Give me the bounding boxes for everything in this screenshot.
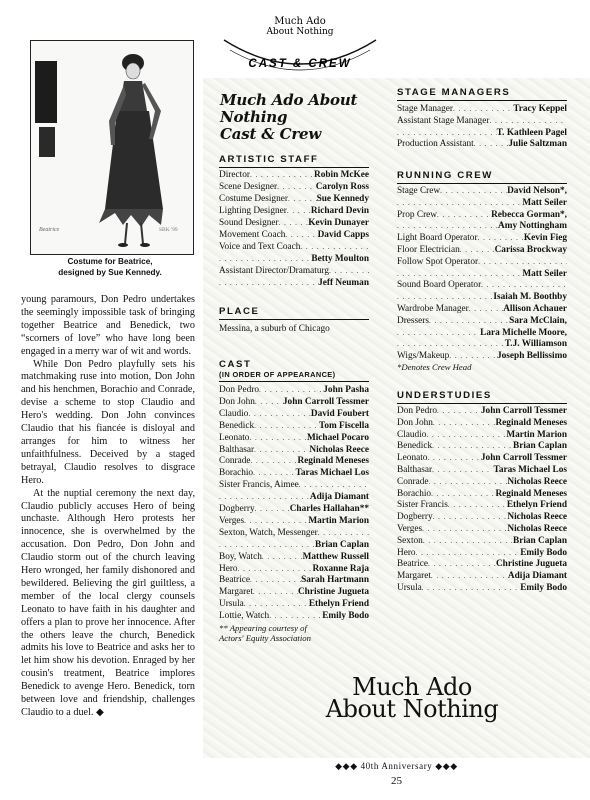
credit-name: David Capps xyxy=(317,230,369,240)
leader-dots xyxy=(254,445,309,456)
credit-role: Wigs/Makeup xyxy=(397,351,450,362)
credit-name: Richard Devin xyxy=(310,206,369,216)
credit-role: Verges xyxy=(219,515,245,526)
credit-role: Sexton, Watch, Messenger xyxy=(219,527,318,538)
credit-row xyxy=(397,292,567,303)
credit-row xyxy=(219,385,369,396)
credit-role: Dogberry xyxy=(219,504,255,514)
credit-row xyxy=(219,206,369,217)
leader-dots xyxy=(433,512,508,523)
credit-row xyxy=(397,418,567,429)
fabric-swatch xyxy=(39,127,55,157)
credit-name: Taras Michael Los xyxy=(493,465,567,475)
credit-row xyxy=(219,433,369,444)
credit-row xyxy=(219,218,369,229)
caption-line: Costume for Beatrice, xyxy=(67,257,153,266)
credit-row xyxy=(397,548,567,559)
leader-dots xyxy=(250,170,314,181)
credit-name: Brian Caplan xyxy=(513,535,567,546)
leader-dots xyxy=(269,611,322,622)
credit-role: Dressers xyxy=(397,315,430,326)
credit-role: Sister Francis xyxy=(397,500,448,511)
credit-role: Margaret xyxy=(219,587,253,598)
credit-name: Joseph Bellissimo xyxy=(497,351,567,362)
leader-dots xyxy=(238,564,313,575)
credit-row xyxy=(219,492,369,503)
leader-dots xyxy=(431,489,495,500)
credit-name: T. Kathleen Pagel xyxy=(496,127,567,138)
credit-row xyxy=(219,397,369,408)
credit-name: John Carroll Tessmer xyxy=(480,453,567,464)
credit-row xyxy=(397,104,567,115)
credit-row xyxy=(219,552,369,563)
credit-role: Leonato xyxy=(219,432,250,443)
credit-row xyxy=(219,480,369,491)
credit-role: Margaret xyxy=(397,571,431,582)
credit-role: Dogberry xyxy=(397,512,433,523)
leader-dots xyxy=(437,406,481,417)
credit-role: Conrade xyxy=(397,476,429,487)
credit-name: Reginald Meneses xyxy=(297,456,369,467)
leader-dots xyxy=(329,266,369,277)
leader-dots xyxy=(426,430,506,441)
costume-caption xyxy=(24,256,196,278)
credit-name: Reginald Meneses xyxy=(495,417,567,428)
credit-row xyxy=(397,351,567,362)
panel-title-line: Cast & Crew xyxy=(220,125,322,143)
credit-role: Assistant Director/Dramaturg xyxy=(219,266,330,276)
synopsis-paragraph: young paramours, Don Pedro undertakes the seemingly impossible task of bringing together Beatrice and Benedick, two “scorners of love” who have long been engaged in a merry war of wit and words. xyxy=(21,294,195,357)
leader-dots xyxy=(249,433,306,444)
credit-name: Christine Jugueta xyxy=(495,559,567,570)
credit-name: T.J. Williamson xyxy=(504,339,567,350)
credit-name: Tom Fiscella xyxy=(318,420,369,431)
leader-dots xyxy=(422,524,507,535)
credit-row xyxy=(397,477,567,488)
credit-name: David Nelson*, xyxy=(507,186,567,196)
costume-illustration xyxy=(30,40,194,255)
credit-name: Martin Marion xyxy=(308,515,369,526)
leader-dots xyxy=(397,292,493,303)
credit-row xyxy=(397,571,567,582)
credit-role: Claudio xyxy=(397,429,427,440)
credit-role: Balthasar xyxy=(219,444,255,455)
credit-role: Benedick xyxy=(219,420,255,431)
credit-name: Michael Pocaro xyxy=(306,432,369,443)
leader-dots xyxy=(397,339,505,350)
credit-name: Adija Diamant xyxy=(309,492,369,503)
credit-name: Emily Bodo xyxy=(322,611,369,622)
credit-role: Wardrobe Manager xyxy=(397,304,469,314)
credit-row xyxy=(219,242,369,253)
leader-dots xyxy=(244,516,308,527)
credit-name: Charles Hallahan** xyxy=(289,504,369,514)
place-text: Messina, a suburb of Chicago xyxy=(219,324,330,334)
credit-role: Beatrice xyxy=(397,559,428,570)
cast-and-crew-logo xyxy=(220,10,380,80)
credit-role: Verges xyxy=(397,524,423,534)
credit-role: Beatrice xyxy=(219,575,250,586)
credit-name: Carissa Brockway xyxy=(494,245,567,255)
credit-name: Reginald Meneses xyxy=(495,488,567,499)
credit-row xyxy=(397,233,567,244)
panel-title-line: Much Ado About Nothing xyxy=(220,91,358,126)
credit-row xyxy=(397,489,567,500)
artistic-staff-heading: ARTISTIC STAFF xyxy=(219,154,369,168)
credit-row xyxy=(397,116,567,127)
credit-row xyxy=(219,468,369,479)
credit-name: Nicholas Reece xyxy=(507,476,567,487)
leader-dots xyxy=(449,351,497,362)
credit-row xyxy=(219,564,369,575)
credit-name: Ethelyn Friend xyxy=(506,500,567,511)
leader-dots xyxy=(489,116,567,127)
credit-row xyxy=(219,599,369,610)
credit-row xyxy=(219,230,369,241)
credit-name: Robin McKee xyxy=(314,170,369,180)
credit-name: Sarah Hartmann xyxy=(301,575,369,586)
leader-dots xyxy=(219,254,311,265)
credit-row xyxy=(397,559,567,570)
leader-dots xyxy=(277,182,316,193)
credit-row xyxy=(219,182,369,193)
credit-row xyxy=(397,210,567,221)
credit-row xyxy=(219,456,369,467)
credit-name: Betty Moulton xyxy=(311,254,369,264)
credit-name: Martin Marion xyxy=(506,429,567,440)
credit-role: Borachio xyxy=(219,468,254,479)
credit-name: Nicholas Reece xyxy=(507,524,567,534)
leader-dots xyxy=(432,441,513,452)
credit-row xyxy=(219,528,369,539)
credit-row xyxy=(219,504,369,515)
decorative-title-line: Much Ado xyxy=(352,673,472,701)
credit-row xyxy=(219,278,369,289)
credit-row xyxy=(397,536,567,547)
place-heading: PLACE xyxy=(219,306,369,320)
credit-row xyxy=(397,430,567,441)
sketch-note: Beatrice xyxy=(39,227,60,233)
cast-note: Actors' Equity Association xyxy=(219,633,311,643)
leader-dots xyxy=(318,528,369,539)
leader-dots xyxy=(429,316,509,327)
leader-dots xyxy=(478,257,567,268)
leader-dots xyxy=(429,477,508,488)
leader-dots xyxy=(453,104,513,115)
leader-dots xyxy=(262,552,303,563)
credit-role: Don John xyxy=(397,417,433,428)
leader-dots xyxy=(253,587,298,598)
credit-name: Carolyn Ross xyxy=(315,182,369,192)
leader-dots xyxy=(287,206,311,217)
running-crew-heading: RUNNING CREW xyxy=(397,170,567,184)
fabric-swatch xyxy=(35,61,57,123)
leader-dots xyxy=(288,194,317,205)
credit-row xyxy=(397,465,567,476)
credit-role: Sexton xyxy=(397,535,423,546)
credit-name: Emily Bodo xyxy=(520,583,567,593)
credit-row xyxy=(219,421,369,432)
leader-dots xyxy=(251,456,298,467)
leader-dots xyxy=(250,575,301,586)
credit-role: Conrade xyxy=(219,456,251,467)
credit-row xyxy=(397,441,567,452)
leader-dots xyxy=(397,221,498,232)
credit-row xyxy=(397,128,567,139)
credit-role: Voice and Text Coach xyxy=(219,242,301,252)
crew-head-note: *Denotes Crew Head xyxy=(397,362,472,372)
credit-name: Amy Nottingham xyxy=(498,221,567,232)
leader-dots xyxy=(427,453,480,464)
credit-row xyxy=(219,194,369,205)
credit-name: Lara Michelle Moore, xyxy=(480,327,567,338)
synopsis-text xyxy=(21,294,195,720)
credit-role: Stage Crew xyxy=(397,186,441,196)
leader-dots xyxy=(279,218,309,229)
credit-row xyxy=(219,611,369,622)
credit-row xyxy=(219,575,369,586)
credit-row xyxy=(397,257,567,268)
stage-managers-heading: STAGE MANAGERS xyxy=(397,87,567,101)
credit-row xyxy=(397,186,567,197)
leader-dots xyxy=(219,278,318,289)
credit-role: Lighting Designer xyxy=(219,206,287,216)
cast-note: ** Appearing courtesy of xyxy=(219,623,307,633)
credit-name: Rebecca Gorman*, xyxy=(491,209,567,220)
credit-name: Matt Seiler xyxy=(522,197,567,208)
credit-name: Brian Caplan xyxy=(315,539,369,550)
credit-row xyxy=(397,198,567,209)
credit-row xyxy=(397,453,567,464)
credit-row xyxy=(397,139,567,150)
credit-name: Matt Seiler xyxy=(522,268,567,279)
credit-role: Benedick xyxy=(397,441,433,452)
credit-row xyxy=(397,339,567,350)
credit-role: Hero xyxy=(397,547,416,558)
credit-name: Adija Diamant xyxy=(507,571,567,582)
leader-dots xyxy=(428,559,496,570)
leader-dots xyxy=(440,186,507,197)
credit-name: Allison Achauer xyxy=(503,304,567,314)
credit-row xyxy=(219,409,369,420)
leader-dots xyxy=(416,548,521,559)
credit-role: Assistant Stage Manager xyxy=(397,115,490,126)
decorative-title-line: About Nothing xyxy=(325,695,499,723)
credit-name: Sara McClain, xyxy=(509,315,567,326)
leader-dots xyxy=(422,583,520,594)
leader-dots xyxy=(300,242,369,253)
credit-name: Emily Bodo xyxy=(520,547,567,558)
credit-role: Prop Crew xyxy=(397,209,438,220)
leader-dots xyxy=(433,418,496,429)
credit-role: Movement Coach xyxy=(219,230,286,240)
credit-row xyxy=(219,266,369,277)
credit-role: Production Assistant xyxy=(397,139,474,150)
cast-subheading: (IN ORDER OF APPEARANCE) xyxy=(219,370,369,382)
leader-dots xyxy=(469,304,503,315)
credit-role: Don Pedro xyxy=(397,406,438,416)
credit-name: Nicholas Reece xyxy=(309,444,369,455)
credit-role: Floor Electrician xyxy=(397,245,460,255)
leader-dots xyxy=(255,397,283,408)
credit-name: Brian Caplan xyxy=(513,441,567,452)
leader-dots xyxy=(397,269,522,280)
leader-dots xyxy=(299,480,369,491)
credit-row xyxy=(397,269,567,280)
credit-name: Sue Kennedy xyxy=(316,194,369,204)
credit-row xyxy=(397,316,567,327)
credit-role: Lottie, Watch xyxy=(219,611,270,622)
synopsis-paragraph: While Don Pedro playfully sets his matchmaking ruse into motion, Don John and his henchmen, Borachio and Conrade, devise a scheme to stop Claudio and Hero's wedding. Don John convinces Claudio that his fiancée is disloyal and arranges for him to witness her unfaithfulness. Deceived by a staged betrayal, Claudio resolves to disgrace Hero. xyxy=(21,358,195,486)
credit-role: Sister Francis, Aimee xyxy=(219,480,299,491)
credit-role: Ursula xyxy=(219,599,244,610)
leader-dots xyxy=(397,128,497,139)
leader-dots xyxy=(248,409,310,420)
credit-row xyxy=(219,170,369,181)
credit-row xyxy=(397,304,567,315)
credit-name: Isaiah M. Boothby xyxy=(493,292,567,303)
credit-role: Follow Spot Operator xyxy=(397,256,479,267)
credit-role: Borachio xyxy=(397,488,432,499)
credit-name: Roxanne Raja xyxy=(312,563,369,574)
credit-row xyxy=(219,445,369,456)
logo-title-line2: About Nothing xyxy=(266,27,334,37)
leader-dots xyxy=(481,280,567,291)
credit-role: Boy, Watch xyxy=(219,551,262,562)
credit-name: Taras Michael Los xyxy=(295,468,369,479)
credit-name: Christine Jugueta xyxy=(297,587,369,598)
credit-row xyxy=(219,587,369,598)
leader-dots xyxy=(253,468,295,479)
credit-name: Kevin Fieg xyxy=(523,233,567,244)
credit-role: Hero xyxy=(219,563,238,574)
credit-row xyxy=(397,500,567,511)
credit-name: Nicholas Reece xyxy=(507,512,567,523)
credit-name: Matthew Russell xyxy=(302,551,369,562)
credit-name: David Foubert xyxy=(310,408,369,419)
credit-role: Sound Board Operator xyxy=(397,280,482,291)
leader-dots xyxy=(219,540,315,551)
credit-row xyxy=(397,512,567,523)
sketch-signature: SBK '99 xyxy=(159,227,178,233)
leader-dots xyxy=(448,500,507,511)
credit-role: Leonato xyxy=(397,453,428,464)
credit-role: Costume Designer xyxy=(219,194,288,204)
credit-role: Stage Manager xyxy=(397,104,454,114)
credit-row xyxy=(397,583,567,594)
leader-dots xyxy=(432,465,493,476)
credit-row xyxy=(219,540,369,551)
credit-role: Sound Designer xyxy=(219,218,279,228)
credit-role: Scene Designer xyxy=(219,182,278,192)
leader-dots xyxy=(397,198,522,209)
leader-dots xyxy=(285,230,317,241)
credit-row xyxy=(397,280,567,291)
credit-name: John Carroll Tessmer xyxy=(480,406,567,416)
credit-row xyxy=(397,328,567,339)
credit-row xyxy=(397,245,567,256)
leader-dots xyxy=(244,599,309,610)
credit-row xyxy=(219,516,369,527)
credit-name: Julie Saltzman xyxy=(508,139,567,150)
credit-name: Jeff Neuman xyxy=(318,278,369,288)
leader-dots xyxy=(431,571,508,582)
understudies-heading: UNDERSTUDIES xyxy=(397,390,567,404)
leader-dots xyxy=(474,139,509,150)
credit-role: Don Pedro xyxy=(219,385,260,395)
logo-banner: CAST & CREW xyxy=(248,58,352,70)
credit-name: John Carroll Tessmer xyxy=(282,396,369,407)
credit-role: Don John xyxy=(219,396,255,407)
credit-row xyxy=(397,524,567,535)
credit-name: Kevin Dunayer xyxy=(308,218,369,228)
leader-dots xyxy=(254,421,319,432)
credit-row xyxy=(397,406,567,417)
credit-role: Claudio xyxy=(219,408,249,419)
credit-row xyxy=(219,254,369,265)
anniversary-band: ◆◆◆ 40th Anniversary ◆◆◆ xyxy=(335,761,458,771)
panel-title xyxy=(220,92,380,143)
leader-dots xyxy=(255,504,290,515)
leader-dots xyxy=(397,328,480,339)
credit-role: Balthasar xyxy=(397,465,433,475)
credit-name: John Pasha xyxy=(323,385,369,395)
caption-line: designed by Sue Kennedy. xyxy=(58,268,162,277)
page-number: 25 xyxy=(391,775,402,787)
leader-dots xyxy=(219,492,310,503)
leader-dots xyxy=(259,385,323,396)
credit-role: Director xyxy=(219,170,250,180)
synopsis-paragraph: At the nuptial ceremony the next day, Claudio publicly accuses Hero of being unchaste. Although Hero protests her innocence, she is overwhelmed by the accusation. Don Pedro, Don John and Claudio storm out of the church leaving Hero wronged, her family dishonored and bewildered. Believing the girl guiltless, a member of the local clergy counsels Leonato to have faith in his daughter and offers a plan to prove her innocence. After the others leave the church, Benedick admits his love to Beatrice and asks her to let him show his devotion. Enraged by her cousin's treatment, Beatrice implores Benedick to avenge Hero. Benedick, torn between love and friendship, challenges Claudio to a duel. ◆ xyxy=(21,487,195,718)
leader-dots xyxy=(423,536,513,547)
cast-heading: CAST xyxy=(219,359,252,370)
logo-title-line1: Much Ado xyxy=(274,16,326,27)
costume-sketch xyxy=(31,41,193,254)
decorative-title xyxy=(272,673,552,723)
credit-row xyxy=(397,221,567,232)
credit-role: Ursula xyxy=(397,583,422,593)
leader-dots xyxy=(478,233,524,244)
leader-dots xyxy=(437,210,491,221)
credit-role: Light Board Operator xyxy=(397,233,478,244)
credit-name: Ethelyn Friend xyxy=(308,599,369,610)
credit-name: Tracy Keppel xyxy=(513,104,567,114)
leader-dots xyxy=(460,245,495,256)
